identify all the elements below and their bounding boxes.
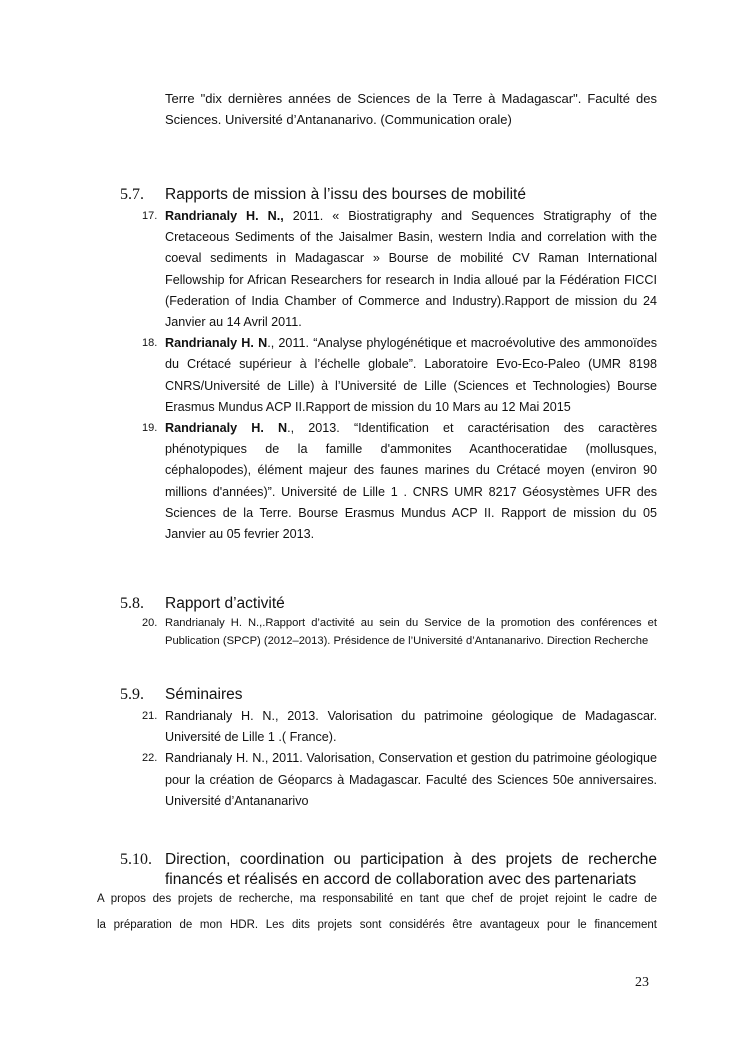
list-item <box>120 615 657 650</box>
section-number: 5.10. <box>120 851 152 868</box>
intro-text: Terre "dix dernières années de Sciences de la Terre à Madagascar". Faculté des Sciences. Université d’Antananarivo. (Communication orale) <box>165 91 657 127</box>
list-item <box>120 706 657 748</box>
paragraph-line: la préparation de mon HDR. Les dits projets sont considérés être avantageux pour le financement <box>97 919 657 931</box>
item-author: Randrianaly H. N <box>165 336 268 351</box>
item-author: Randrianaly H. N <box>165 421 288 436</box>
item-author: Randrianaly H. N., <box>165 209 284 223</box>
item-number: 17. <box>142 210 158 222</box>
section-heading-5-8 <box>120 594 285 614</box>
section-title: Séminaires <box>165 686 243 703</box>
section-heading-5-10 <box>120 850 657 890</box>
item-text: Randrianaly H. N., 2013. Valorisation du patrimoine géologique de Madagascar. Université de Lille 1 .( France). <box>165 709 657 745</box>
item-number: 19. <box>142 422 158 435</box>
section-heading-5-9 <box>120 685 243 705</box>
section-title: Direction, coordination ou participation à des projets de recherche financés et réalisés en accord de collaboration avec des partenariats <box>165 851 657 888</box>
item-number: 21. <box>142 710 158 722</box>
item-number: 18. <box>142 337 158 350</box>
section-title: Rapports de mission à l’issu des bourses de mobilité <box>165 186 526 203</box>
seminars-list <box>120 706 657 812</box>
section-number: 5.9. <box>120 686 144 703</box>
item-text: Randrianaly H. N., 2011. Valorisation, Conservation et gestion du patrimoine géologique pour la création de Géoparcs à Madagascar. Faculté des Sciences 50e anniversaires. Université d’Antananarivo <box>165 751 657 808</box>
item-text: 2011. « Biostratigraphy and Sequences Stratigraphy of the Cretaceous Sediments of the Jaisalmer Basin, western India and correlation with the coeval sediments in Madagascar » Bourse de mobilité CV Raman International Fellowship for African Researchers for research in India alloué par la Fédération FICCI (Federation of India Chamber of Commerce and Industry).Rapport de mission du 24 Janvier au 14 Avril 2011. <box>165 209 657 330</box>
item-text: Randrianaly H. N.,.Rapport d’activité au sein du Service de la promotion des conférences et Publication (SPCP) (2012–2013). Présidence de l’Université d’Antananarivo. Direction Recherche <box>165 617 657 647</box>
section-number: 5.7. <box>120 186 144 203</box>
item-number: 20. <box>142 617 158 629</box>
list-item <box>120 333 657 418</box>
list-item <box>120 206 657 333</box>
item-number: 22. <box>142 752 158 765</box>
item-text: ., 2013. “Identification et caractérisation des caractères phénotypiques de la famille d'ammonites Acanthoceratidae (mollusques, céphalopodes), élément majeur des faunes marines du Crétacé moyen (environ 90 millions d'années)”. Université de Lille 1 . CNRS UMR 8217 Géosystèmes UFR des Sciences de la Terre. Bourse Erasmus Mundus ACP II. Rapport de mission du 05 Janvier au 05 fevrier 2013. <box>165 421 657 542</box>
item-text: ., 2011. “Analyse phylogénétique et macroévolutive des ammonoïdes du Crétacé supérieur à l’échelle globale”. Laboratoire Evo-Eco-Paleo (UMR 8198 CNRS/Université de Lille) à l’Université de Lille (Sciences et Technologies) Bourse Erasmus Mundus ACP II.Rapport de mission du 10 Mars au 12 Mai 2015 <box>165 336 657 414</box>
activity-report-list <box>120 615 657 650</box>
mission-report-list <box>120 206 657 545</box>
section-title: Rapport d’activité <box>165 595 285 612</box>
list-item <box>120 748 657 812</box>
page-number: 23 <box>635 975 649 990</box>
paragraph-line: A propos des projets de recherche, ma responsabilité en tant que chef de projet rejoint le cadre de <box>97 893 657 905</box>
section-heading-5-7 <box>120 185 526 205</box>
section-number: 5.8. <box>120 595 144 612</box>
list-item <box>120 418 657 545</box>
